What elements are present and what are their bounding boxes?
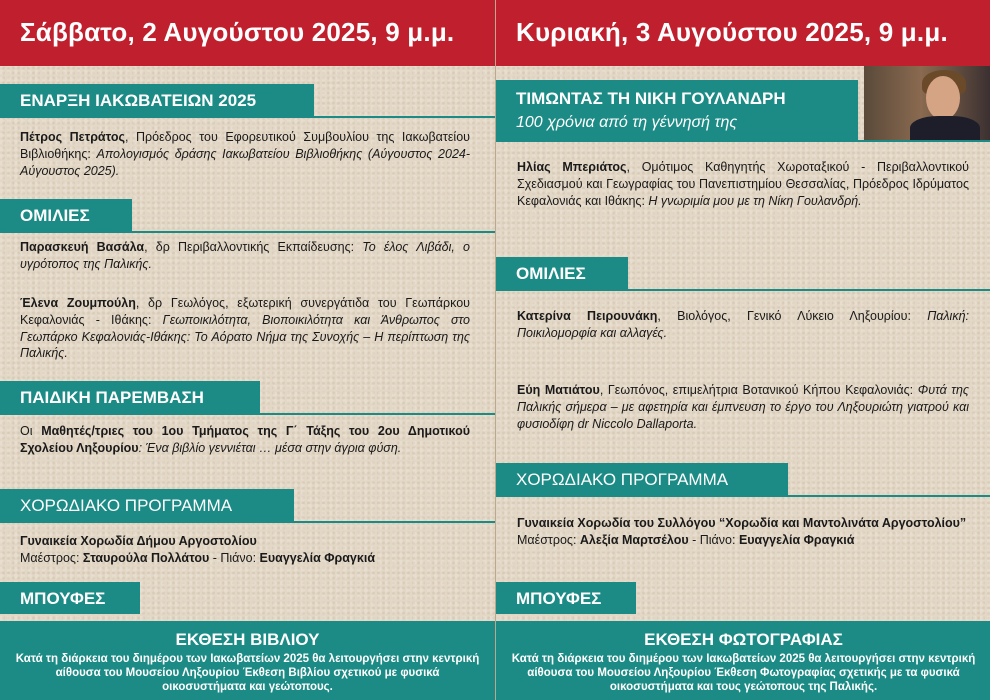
saturday-date: Σάββατο, 2 Αυγούστου 2025, 9 μ.μ. — [20, 17, 455, 47]
book-exhibition: ΕΚΘΕΣΗ ΒΙΒΛΙΟΥ Κατά τη διάρκεια του διημέρου των Ιακωβατείων 2025 θα λειτουργήσει στην κεντρική αίθουσα του Μουσείου Ληξουρίου Έκθεση Βιβλίου σχετικού με φυσικά οικοσυστήματα και γεώτοπους. — [0, 621, 495, 700]
saturday-header — [0, 0, 495, 66]
tribute-banner: ΤΙΜΩΝΤΑΣ ΤΗ ΝΙΚΗ ΓΟΥΛΑΝΔΡΗ 100 χρόνια από τη γέννησή της — [496, 80, 858, 140]
talk-matiatou: Εύη Ματιάτου, Γεωπόνος, επιμελήτρια Βοτανικού Κήπου Κεφαλονιάς: Φυτά της Παλικής σήμερα – με αφετηρία και έμπνευση το έργο του Ληξουριώτη γιατρού και φυσιοδίφη dr Niccolo Dallaporta. — [517, 383, 970, 431]
portrait-photo — [864, 66, 990, 140]
sunday-date: Κυριακή, 3 Αυγούστου 2025, 9 μ.μ. — [516, 17, 948, 47]
section-buffet: ΜΠΟΥΦΕΣ — [496, 582, 636, 614]
choir-info: Γυναικεία Χορωδία Δήμου Αργοστολίου Μαέστρος: Σταυρούλα Πολλάτου - Πιάνο: Ευαγγελία Φραγκιά — [20, 534, 376, 565]
children-activity: Οι Μαθητές/τριες του 1ου Τμήματος της Γ΄ Τάξης του 2ου Δημοτικού Σχολείου Ληξουρίου: Ένα βιβλίο γεννιέται … μέσα στην άγρια φύση. — [20, 424, 470, 455]
divider — [0, 116, 495, 118]
talk-zoumpouli: Έλενα Ζουμπούλη, δρ Γεωλόγος, εξωτερική συνεργάτιδα του Γεωπάρκου Κεφαλονιάς - Ιθάκης: Γεωποικιλότητα, Βιοποικιλότητα και Άνθρωπος στο Γεωπάρκο Κεφαλονιάς-Ιθάκης: Το Αόρατο Νήμα της Συνοχής – Η περίπτωση της Παλικής. — [20, 296, 470, 361]
divider — [496, 495, 990, 497]
divider — [0, 413, 495, 415]
section-opening: ΕΝΑΡΞΗ ΙΑΚΩΒΑΤΕΙΩΝ 2025 — [0, 84, 314, 116]
divider — [0, 521, 495, 523]
sunday-header — [496, 0, 990, 66]
divider — [496, 289, 990, 291]
section-choir: ΧΟΡΩΔΙΑΚΟ ΠΡΟΓΡΑΜΜΑ — [496, 463, 788, 495]
photo-exhibition: ΕΚΘΕΣΗ ΦΩΤΟΓΡΑΦΙΑΣ Κατά τη διάρκεια του διημέρου των Ιακωβατείων 2025 θα λειτουργήσει στην κεντρική αίθουσα του Μουσείου Ληξουρίου Έκθεση Φωτογραφίας σχετικής με τα φυσικά οικοσυστήματα και τους γεώτοπους της Παλικής. — [496, 621, 990, 700]
section-talks: ΟΜΙΛΙΕΣ — [496, 257, 628, 289]
divider — [0, 231, 495, 233]
section-children: ΠΑΙΔΙΚΗ ΠΑΡΕΜΒΑΣΗ — [0, 381, 260, 413]
section-buffet: ΜΠΟΥΦΕΣ — [0, 582, 140, 614]
opening-speaker: Πέτρος Πετράτος, Πρόεδρος του Εφορευτικού Συμβουλίου της Ιακωβατείου Βιβλιοθήκης: Απολογισμός δράσης Ιακωβατείου Βιβλιοθήκης (Αύγουστος 2024- Αύγουστος 2025). — [20, 130, 471, 178]
section-talks: ΟΜΙΛΙΕΣ — [0, 199, 132, 231]
divider — [496, 140, 990, 142]
talk-beriatos: Ηλίας Μπεριάτος, Ομότιμος Καθηγητής Χωροταξικού - Περιβαλλοντικού Σχεδιασμού και Γεωγραφίας του Πανεπιστημίου Θεσσαλίας, Πρόεδρος Ιδρύματος Κεφαλονιάς και Ιθάκης: Η γνωριμία μου με τη Νίκη Γουλανδρή. — [517, 160, 969, 208]
talk-vasala: Παρασκευή Βασάλα, δρ Περιβαλλοντικής Εκπαίδευσης: Το έλος Λιβάδι, ο υγρότοπος της Παλικής. — [20, 240, 470, 271]
talk-peirounaki: Κατερίνα Πειρουνάκη, Βιολόγος, Γενικό Λύκειο Ληξουρίου: Παλική: Ποικιλομορφία και αλλαγές. — [517, 309, 969, 340]
section-choir: ΧΟΡΩΔΙΑΚΟ ΠΡΟΓΡΑΜΜΑ — [0, 489, 294, 521]
sunday-column — [495, 0, 990, 700]
choir-info: Γυναικεία Χορωδία του Συλλόγου “Χορωδία και Μαντολινάτα Αργοστολίου” Μαέστρος: Αλεξία Μαρτσέλου - Πιάνο: Ευαγγελία Φραγκιά — [517, 516, 967, 547]
